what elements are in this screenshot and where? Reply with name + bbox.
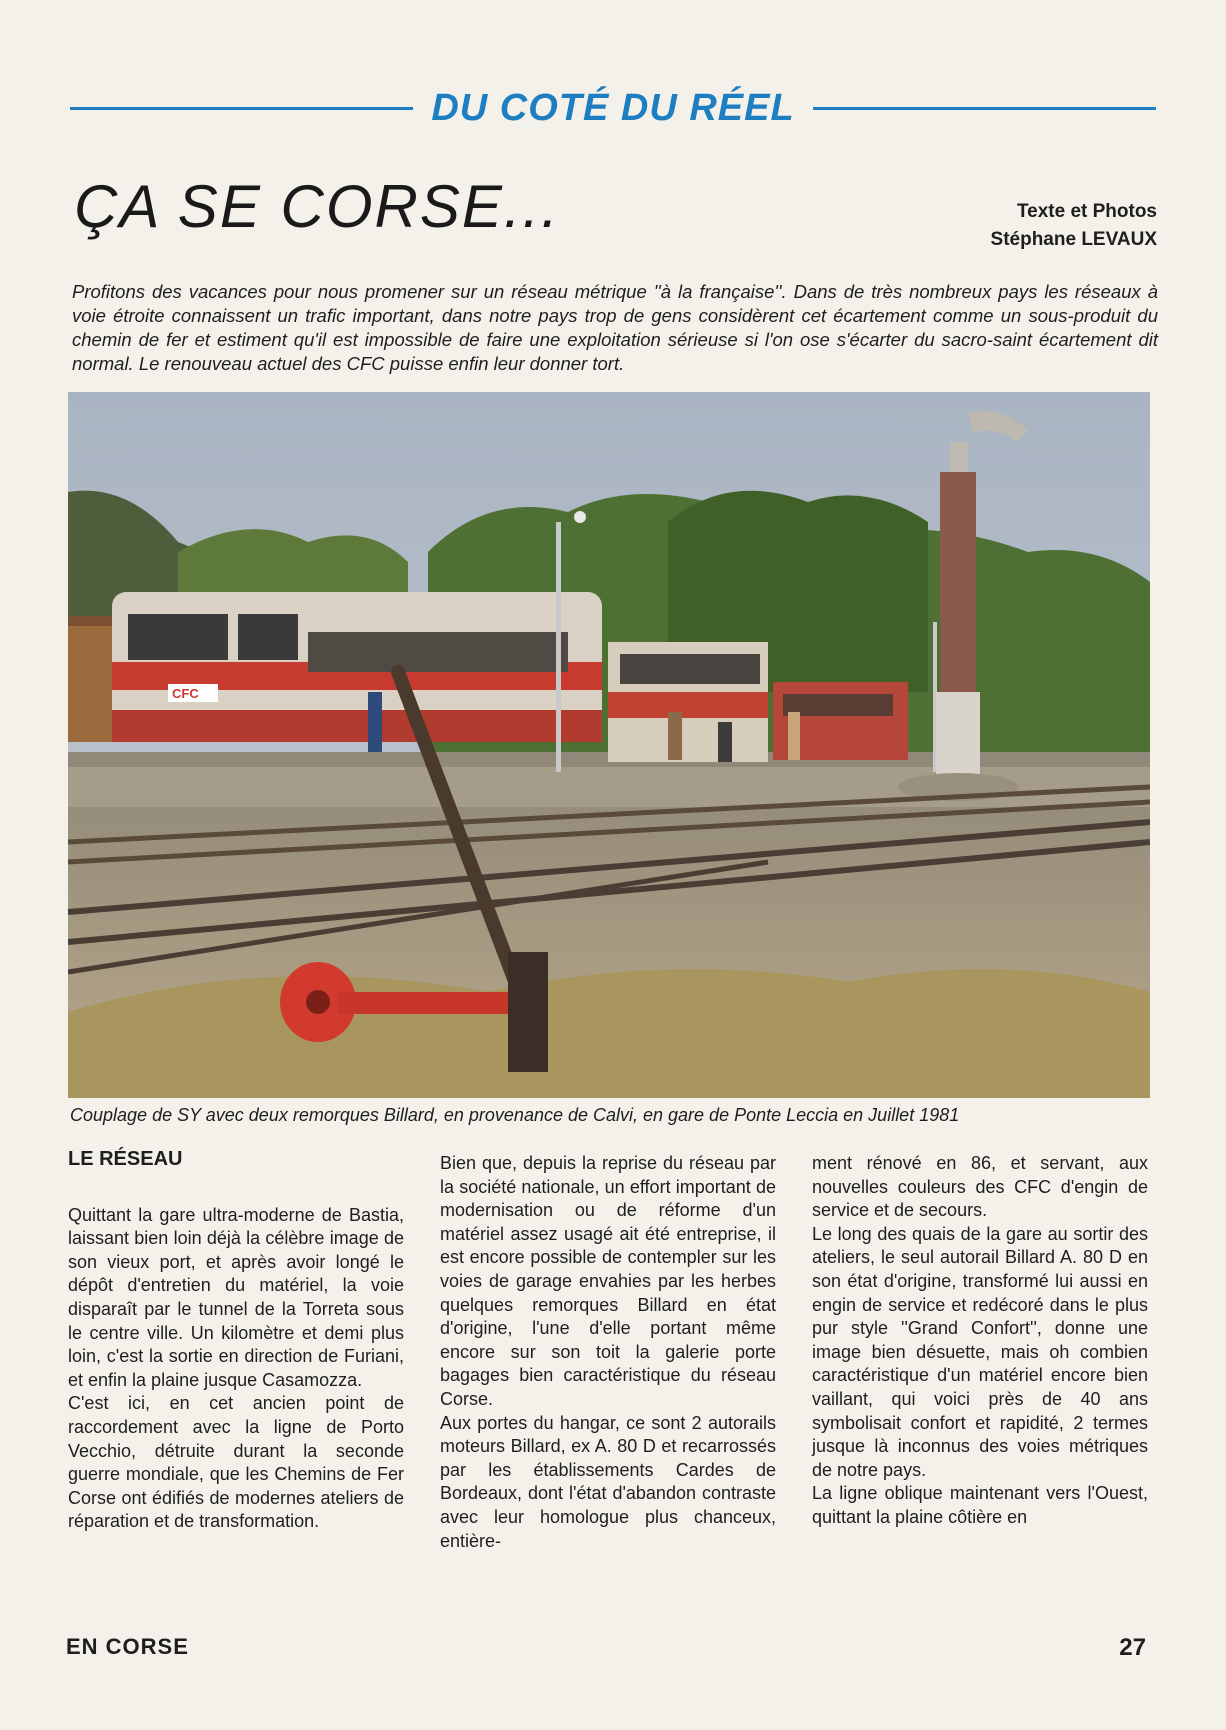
col3-paragraph-3: La ligne oblique maintenant vers l'Ouest, quittant la plaine côtière en <box>812 1483 1148 1527</box>
train-photo <box>68 392 1150 1098</box>
article-intro: Profitons des vacances pour nous promener sur un réseau métrique ''à la française''. Dans de très nombreux pays les réseaux à voie étroite connaissent un trafic important, dans notre pays trop de gens considèrent cet écartement comme un sous-produit du chemin de fer et estiment qu'il est impossible de faire une exploitation sérieuse si l'on ose s'écarter du sacro-saint écartement dit normal. Le renouveau actuel des CFC puisse enfin leur donner tort. <box>72 281 1158 374</box>
photo-caption: Couplage de SY avec deux remorques Billard, en provenance de Calvi, en gare de Ponte Leccia en Juillet 1981 <box>70 1105 960 1125</box>
header-rule-right <box>813 107 1156 110</box>
page-number: 27 <box>1119 1634 1146 1661</box>
col3-paragraph-1: ment rénové en 86, et servant, aux nouvelles couleurs des CFC d'engin de service et de secours. <box>812 1153 1148 1221</box>
section-title: DU COTÉ DU RÉEL <box>431 86 795 129</box>
credits-line-1: Texte et Photos <box>1016 201 1157 222</box>
header-rule-left <box>70 107 413 110</box>
article-title: ÇA SE CORSE... <box>74 173 560 240</box>
article-columns <box>68 1148 1148 1598</box>
col3-paragraph-2: Le long des quais de la gare au sortir des ateliers, le seul autorail Billard A. 80 D en son état d'origine, transformé lui aussi en engin de service et redécoré dans le plus pur style ''Grand Confort'', donne une image bien désuette, mais oh combien caractéristique d'un matériel encore bien vaillant, qui voici près de 40 ans symbolisait confort et rapidité, 2 termes jusque là inconnus des voies métriques de notre pays. <box>812 1223 1148 1480</box>
column-1 <box>68 1148 404 1598</box>
column-3 <box>812 1148 1148 1598</box>
train-sign: CFC <box>172 686 199 701</box>
col1-paragraph-1: Quittant la gare ultra-moderne de Bastia, laissant bien loin déjà la célèbre image de son vieux port, et après avoir longé le dépôt d'entretien du matériel, la voie disparaît par le tunnel de la Torreta sous le centre ville. Un kilomètre et demi plus loin, c'est la sortie en direction de Furiani, et enfin la plaine jusque Casamozza. <box>68 1204 404 1390</box>
col2-paragraph-2: Aux portes du hangar, ce sont 2 autorails moteurs Billard, ex A. 80 D et recarrossés par les établissements Cardes de Bordeaux, dont l'état d'abandon contraste avec leur homologue plus chanceux, entière- <box>440 1412 776 1551</box>
col1-paragraph-2: C'est ici, en cet ancien point de raccordement avec la ligne de Porto Vecchio, détruite durant la seconde guerre mondiale, que les Chemins de Fer Corse ont édifiés de modernes ateliers de réparation et de transformation. <box>68 1393 404 1532</box>
column-2 <box>440 1148 776 1598</box>
section-header <box>70 88 1156 128</box>
footer-section-label: EN CORSE <box>66 1634 189 1659</box>
col2-paragraph-1: Bien que, depuis la reprise du réseau par la société nationale, un effort important de modernisation ou de réforme d'un matériel assez usagé ait été entreprise, il est encore possible de contempler sur les voies de garage envahies par les herbes quelques remorques Billard en état d'origine, l'une d'elle portant même encore sur son toit la galerie porte bagages bien caractéristique du réseau Corse. <box>440 1153 776 1409</box>
credits-line-2: Stéphane LEVAUX <box>990 229 1157 250</box>
subheading-reseau: LE RÉSEAU <box>68 1148 183 1170</box>
article-credits <box>991 198 1157 254</box>
